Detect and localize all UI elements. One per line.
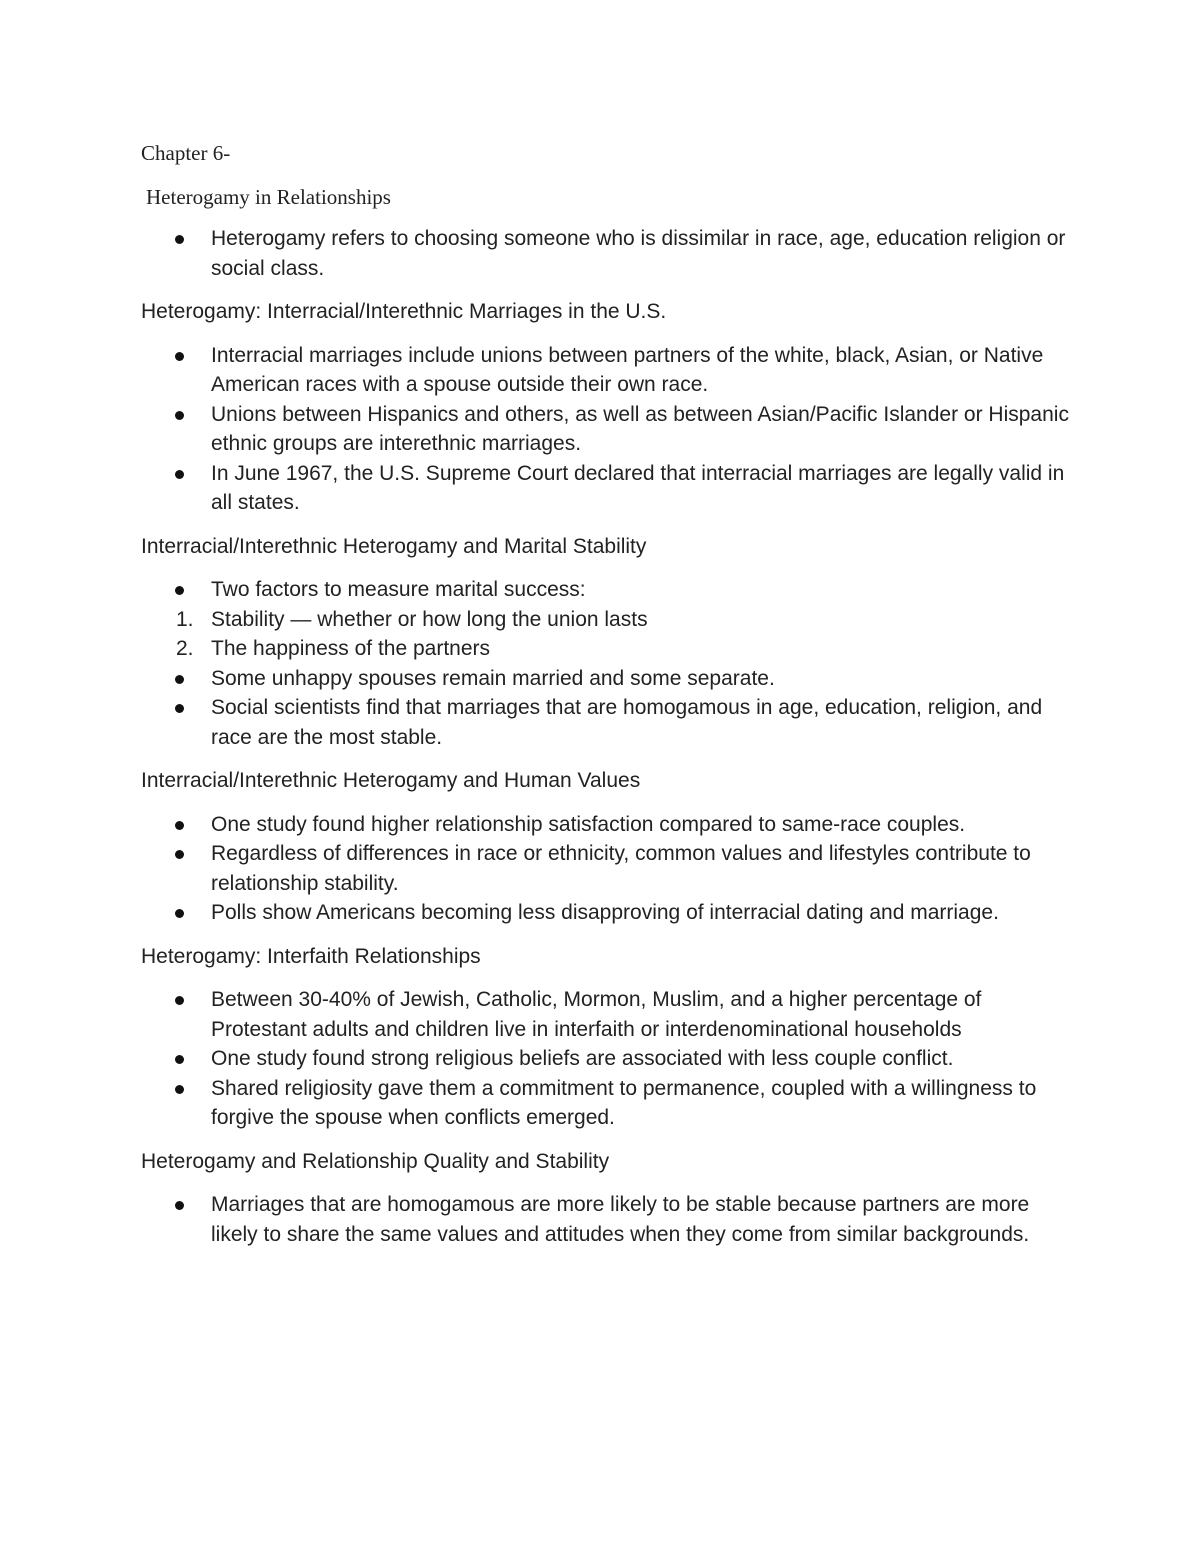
list-item <box>141 664 1071 694</box>
list-item <box>141 224 1071 283</box>
list-item-text: Stability — whether or how long the union lasts <box>211 607 648 631</box>
section-heading: Heterogamy: Interracial/Interethnic Marriages in the U.S. <box>141 300 667 323</box>
bullet-icon <box>173 575 197 605</box>
list-item <box>141 1190 1071 1249</box>
list-item <box>141 985 1071 1044</box>
bullet-list <box>141 575 1071 752</box>
list-item-text: In June 1967, the U.S. Supreme Court declared that interracial marriages are legally valid in all states. <box>211 461 1065 514</box>
section-heading: Interracial/Interethnic Heterogamy and Human Values <box>141 769 641 792</box>
bullet-icon <box>173 1190 197 1220</box>
list-item-text: Between 30-40% of Jewish, Catholic, Mormon, Muslim, and a higher percentage of Protestant adults and children live in interfaith or interdenominational households <box>211 988 982 1041</box>
list-item-text: Two factors to measure marital success: <box>211 578 586 601</box>
list-item <box>141 400 1071 459</box>
list-item <box>141 839 1071 898</box>
list-item <box>141 459 1071 518</box>
bullet-icon <box>173 898 197 928</box>
list-item <box>141 634 1071 664</box>
bullet-icon <box>173 1044 197 1074</box>
list-number: 2. <box>176 637 194 660</box>
list-item-text: Heterogamy refers to choosing someone who is dissimilar in race, age, education religion or social class. <box>211 227 1066 280</box>
list-item-text: Social scientists find that marriages that are homogamous in age, education, religion, and race are the most stable. <box>211 696 1043 749</box>
list-item-text: Marriages that are homogamous are more likely to be stable because partners are more likely to share the same values and attitudes when they come from similar backgrounds. <box>211 1193 1030 1246</box>
list-item-text: Interracial marriages include unions between partners of the white, black, Asian, or Native American races with a spouse outside their own race. <box>211 343 1044 396</box>
list-item-text: Polls show Americans becoming less disapproving of interracial dating and marriage. <box>211 901 999 924</box>
section-heading: Heterogamy: Interfaith Relationships <box>141 944 481 968</box>
bullet-icon <box>173 400 197 430</box>
list-item <box>141 575 1071 605</box>
bullet-icon <box>173 839 197 869</box>
chapter-subtitle: Heterogamy in Relationships <box>146 185 391 209</box>
list-item <box>141 810 1071 840</box>
list-item-text: One study found higher relationship satisfaction compared to same-race couples. <box>211 812 966 836</box>
list-item <box>141 1044 1071 1074</box>
bullet-icon <box>173 341 197 371</box>
list-item-text: Some unhappy spouses remain married and some separate. <box>211 666 775 690</box>
list-number: 1. <box>176 607 194 631</box>
list-item-text: The happiness of the partners <box>211 637 491 660</box>
sections-container <box>141 224 1071 1249</box>
list-item-text: Unions between Hispanics and others, as well as between Asian/Pacific Islander or Hispanic ethnic groups are interethnic marriages. <box>211 402 1069 455</box>
bullet-list <box>141 985 1071 1133</box>
list-item-text: One study found strong religious beliefs are associated with less couple conflict. <box>211 1047 954 1070</box>
bullet-icon <box>173 1074 197 1104</box>
bullet-icon <box>173 664 197 694</box>
list-item-text: Regardless of differences in race or ethnicity, common values and lifestyles contribute to relationship stability. <box>211 842 1031 895</box>
document-body <box>141 138 1071 1263</box>
bullet-list <box>141 810 1071 928</box>
bullet-icon <box>173 224 197 254</box>
list-item <box>141 341 1071 400</box>
bullet-icon <box>173 459 197 489</box>
list-item <box>141 898 1071 928</box>
bullet-list <box>141 224 1071 283</box>
list-item <box>141 1074 1071 1133</box>
section-heading: Interracial/Interethnic Heterogamy and Marital Stability <box>141 534 647 558</box>
list-item-text: Shared religiosity gave them a commitment to permanence, coupled with a willingness to forgive the spouse when conflicts emerged. <box>211 1076 1037 1129</box>
list-item <box>141 693 1071 752</box>
bullet-icon <box>173 985 197 1015</box>
bullet-icon <box>173 693 197 723</box>
chapter-title: Chapter 6- <box>141 141 231 165</box>
bullet-list <box>141 341 1071 518</box>
list-item <box>141 605 1071 635</box>
section-heading: Heterogamy and Relationship Quality and Stability <box>141 1149 610 1173</box>
bullet-icon <box>173 810 197 840</box>
bullet-list <box>141 1190 1071 1249</box>
